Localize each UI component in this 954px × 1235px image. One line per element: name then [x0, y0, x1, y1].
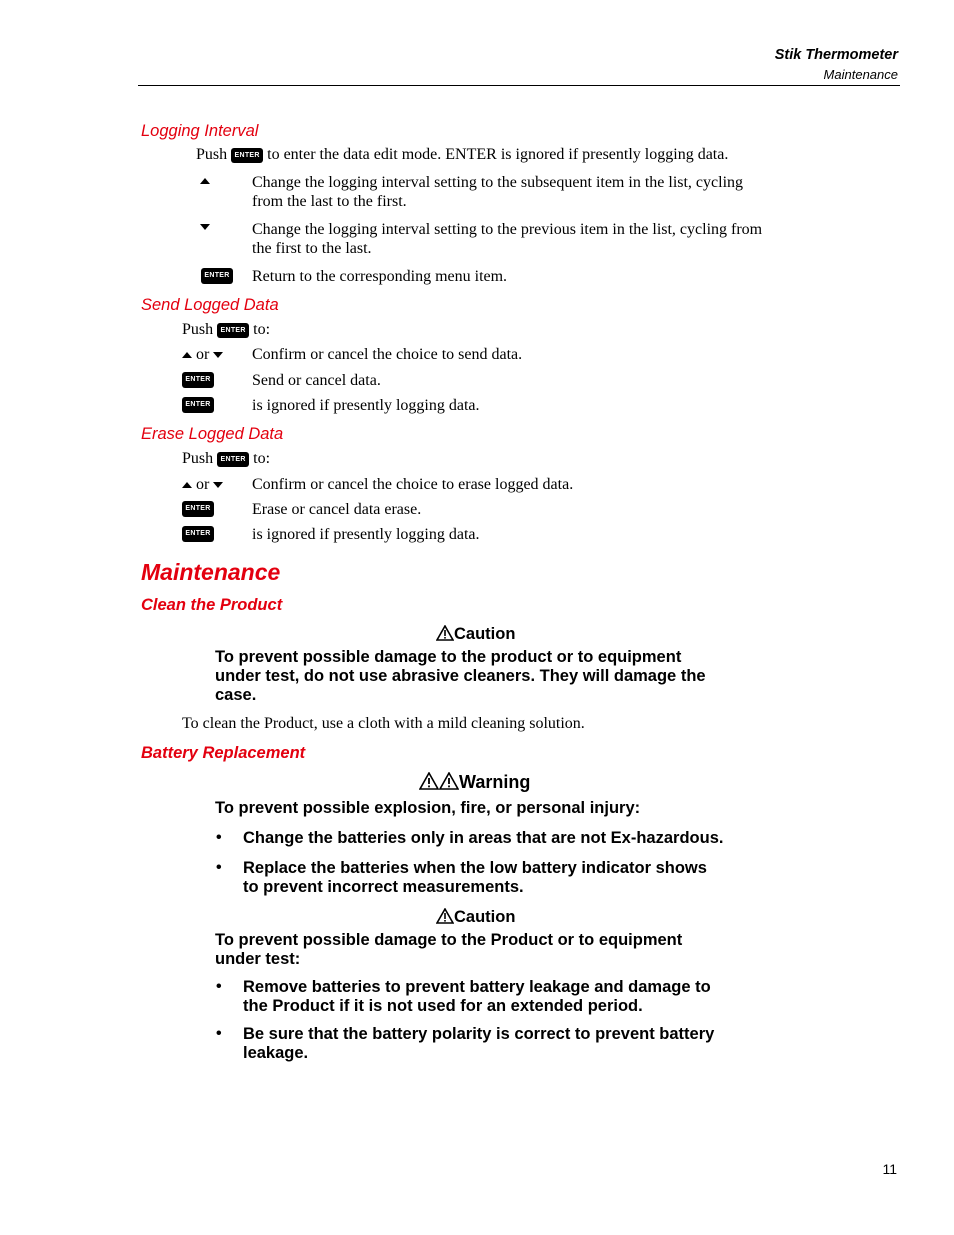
- bullet: •: [216, 1025, 222, 1042]
- send-enter-description: Send or cancel data.: [252, 372, 381, 389]
- up-arrow-icon: [200, 178, 210, 184]
- caution-text: Caution: [454, 908, 516, 926]
- send-enter-ignored: is ignored if presently logging data.: [252, 397, 480, 414]
- send-intro: [182, 320, 270, 339]
- erase-enter-ignored: is ignored if presently logging data.: [252, 526, 480, 543]
- erase-intro: [182, 449, 270, 468]
- running-header-title: Stik Thermometer: [774, 47, 898, 63]
- text-line: To prevent possible damage to the Product or to equipment: [215, 931, 683, 949]
- text-line: Change the logging interval setting to the subsequent item in the list, cycling: [252, 174, 744, 191]
- down-arrow-icon: [200, 224, 210, 230]
- text-line: Replace the batteries when the low battery indicator shows: [243, 859, 707, 877]
- clean-product-heading: Clean the Product: [141, 596, 283, 614]
- logging-interval-heading: Logging Interval: [141, 122, 259, 140]
- header-rule: [138, 85, 900, 86]
- warning-triangle-icon: [436, 625, 454, 641]
- text-line: the first to the last.: [252, 240, 372, 257]
- warning-bullet-1: Change the batteries only in areas that are not Ex-hazardous.: [243, 829, 724, 847]
- push-text: Push: [196, 146, 228, 163]
- erase-logged-data-heading: Erase Logged Data: [141, 425, 284, 443]
- send-logged-data-heading: Send Logged Data: [141, 296, 279, 314]
- page-number: 11: [882, 1161, 897, 1177]
- bullet: •: [216, 978, 222, 995]
- or-text: or: [196, 346, 210, 363]
- warning-triangle-icon: [419, 772, 439, 790]
- enter-key-icon: ENTER: [217, 323, 249, 338]
- up-arrow-icon: [182, 352, 192, 358]
- intro-rest-text: to enter the data edit mode. ENTER is ignored if presently logging data.: [267, 146, 729, 163]
- text-line: leakage.: [243, 1044, 309, 1062]
- warning-label: [419, 772, 530, 792]
- battery-caution-intro: [215, 931, 682, 969]
- logging-interval-intro: [196, 145, 728, 164]
- text-line: from the last to the first.: [252, 193, 407, 210]
- send-arrows-description: Confirm or cancel the choice to send data.: [252, 346, 523, 363]
- text-line: Change the logging interval setting to the previous item in the list, cycling from: [252, 221, 763, 238]
- erase-arrows-description: Confirm or cancel the choice to erase logged data.: [252, 476, 574, 493]
- maintenance-heading: Maintenance: [141, 559, 281, 585]
- up-arrow-description: [252, 173, 743, 211]
- enter-key-icon: ENTER: [182, 501, 214, 517]
- warning-triangle-icon: [436, 908, 454, 924]
- send-arrow-keys: [182, 345, 223, 364]
- warning-intro: To prevent possible explosion, fire, or personal injury:: [215, 799, 641, 817]
- or-text: or: [196, 476, 210, 493]
- warning-bullet-2: [243, 859, 707, 897]
- clean-caution-body: [215, 648, 706, 705]
- text-line: the Product if it is not used for an extended period.: [243, 997, 643, 1015]
- text-line: To prevent possible damage to the product or to equipment: [215, 648, 682, 666]
- enter-key-icon: ENTER: [231, 148, 263, 163]
- text-line: to prevent incorrect measurements.: [243, 878, 524, 896]
- caution-text: Caution: [454, 625, 516, 643]
- running-header-subtitle: Maintenance: [823, 67, 898, 82]
- bullet: •: [216, 859, 222, 876]
- enter-description: Return to the corresponding menu item.: [252, 268, 508, 285]
- warning-triangle-icon: [439, 772, 459, 790]
- caution-label: [436, 908, 515, 927]
- text-line: Remove batteries to prevent battery leakage and damage to: [243, 978, 711, 996]
- up-arrow-icon: [182, 482, 192, 488]
- push-text: Push: [182, 321, 214, 338]
- caution-label: [436, 625, 515, 644]
- text-line: Be sure that the battery polarity is correct to prevent battery: [243, 1025, 715, 1043]
- clean-body-text: To clean the Product, use a cloth with a mild cleaning solution.: [182, 715, 585, 732]
- text-line: case.: [215, 686, 257, 704]
- text-line: under test, do not use abrasive cleaners. They will damage the: [215, 667, 706, 685]
- push-text: Push: [182, 450, 214, 467]
- caution-bullet-2: [243, 1025, 714, 1063]
- erase-arrow-keys: [182, 475, 223, 494]
- warning-text: Warning: [459, 772, 531, 792]
- erase-enter-description: Erase or cancel data erase.: [252, 501, 422, 518]
- enter-key-icon: ENTER: [182, 526, 214, 542]
- down-arrow-icon: [213, 352, 223, 358]
- down-arrow-icon: [213, 482, 223, 488]
- down-arrow-description: [252, 220, 762, 258]
- enter-key-icon: ENTER: [182, 397, 214, 413]
- to-text: to:: [253, 321, 271, 338]
- enter-key-icon: ENTER: [217, 452, 249, 467]
- enter-key-icon: ENTER: [182, 372, 214, 388]
- text-line: under test:: [215, 950, 301, 968]
- enter-key-icon: ENTER: [201, 268, 233, 284]
- caution-bullet-1: [243, 978, 711, 1016]
- bullet: •: [216, 829, 222, 846]
- battery-replacement-heading: Battery Replacement: [141, 744, 306, 762]
- to-text: to:: [253, 450, 271, 467]
